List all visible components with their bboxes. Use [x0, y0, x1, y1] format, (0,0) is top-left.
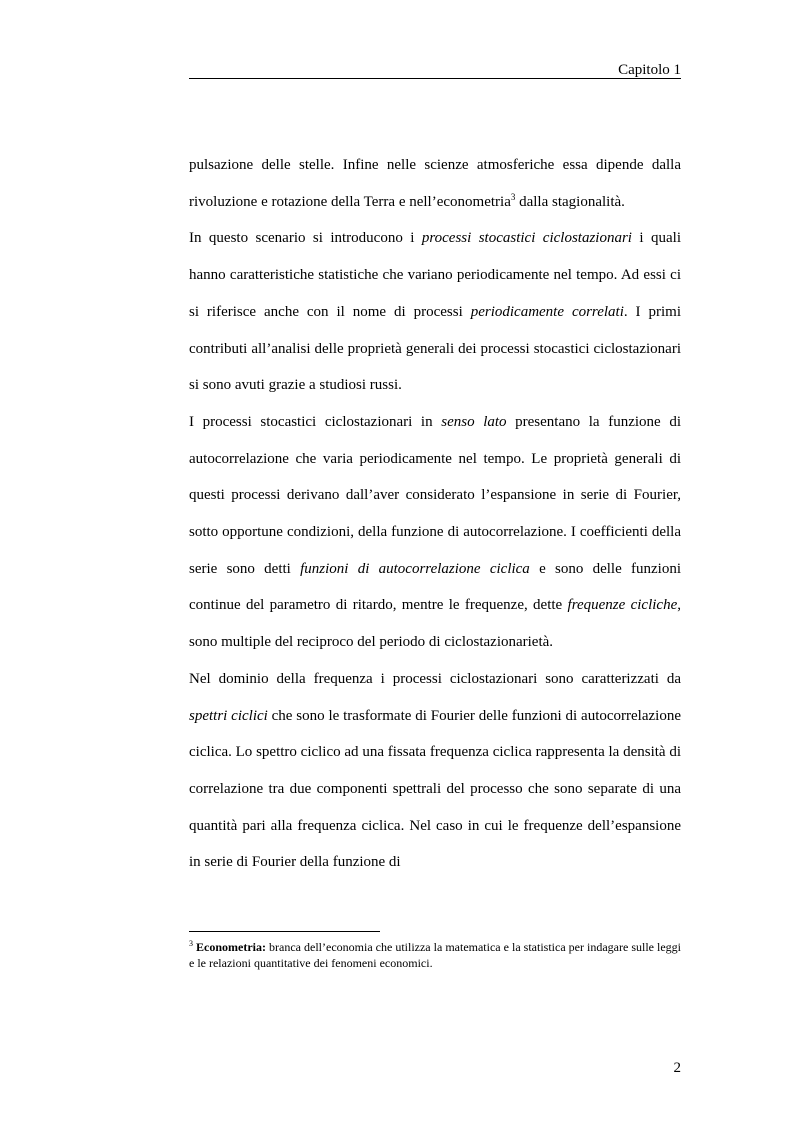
footnote-reference: 3 [510, 191, 516, 202]
paragraph-4 [189, 661, 681, 881]
page-number: 2 [673, 1060, 681, 1076]
paragraph-1 [189, 147, 681, 220]
paragraph-3 [189, 404, 681, 661]
p4-text-b: che sono le trasformate di Fourier delle funzioni di autocorrelazione ciclica. Lo spettro ciclico ad una fissata frequenza ciclica rappresenta la densità di correlazione tra due componenti spettrali del processo che sono separate di una quantità pari alla frequenza ciclica. Nel caso in cui le frequenze dell’espansione in serie di Fourier della funzione di [189, 707, 681, 871]
p3-text-a: I processi stocastici ciclostazionari in [189, 413, 442, 430]
p2-emphasis-1: processi stocastici ciclostazionari [421, 230, 632, 247]
footnote-number: 3 [189, 939, 193, 948]
p2-text-b: i quali hanno caratteristiche statistiche che variano periodicamente nel tempo. Ad essi ci si riferisce anche con il nome di processi [189, 230, 681, 320]
p3-emphasis-3: frequenze cicliche [567, 597, 678, 614]
p4-text-a: Nel dominio della frequenza i processi ciclostazionari sono caratterizzati da [189, 670, 681, 687]
footnote [189, 939, 681, 971]
p3-text-d: , sono multiple del reciproco del periodo di ciclostazionarietà. [189, 597, 681, 651]
header-rule [189, 78, 681, 79]
p3-emphasis-1: senso lato [441, 413, 507, 430]
p2-emphasis-2: periodicamente correlati [470, 303, 624, 320]
main-text [189, 147, 681, 881]
footnote-text: branca dell’economia che utilizza la matematica e la statistica per indagare sulle leggi e le relazioni quantitative dei fenomeni economici. [189, 940, 681, 970]
paragraph-2 [189, 220, 681, 404]
footnote-term: Econometria: [196, 940, 266, 954]
p3-emphasis-2: funzioni di autocorrelazione ciclica [300, 560, 530, 577]
chapter-header: Capitolo 1 [618, 62, 681, 78]
p1-text-a: pulsazione delle stelle. Infine nelle scienze atmosferiche essa dipende dalla rivoluzione e rotazione della Terra e nell’econometria [189, 157, 681, 210]
p2-text-a: In questo scenario si introducono i [189, 230, 422, 247]
p2-text-c: . I primi contributi all’analisi delle proprietà generali dei processi stocastici ciclostazionari si sono avuti grazie a studiosi russi. [189, 303, 681, 394]
p3-text-b: presentano la funzione di autocorrelazione che varia periodicamente nel tempo. Le proprietà generali di questi processi derivano dall’aver considerato l’espansione in serie di Fourier, sotto opportune condizioni, della funzione di autocorrelazione. I coefficienti della serie sono detti [189, 413, 681, 577]
p4-emphasis-1: spettri ciclici [189, 707, 268, 724]
p3-text-c: e sono delle funzioni continue del parametro di ritardo, mentre le frequenze, dette [189, 560, 681, 614]
footnote-rule [189, 931, 380, 932]
p1-text-b: dalla stagionalità. [515, 193, 625, 210]
